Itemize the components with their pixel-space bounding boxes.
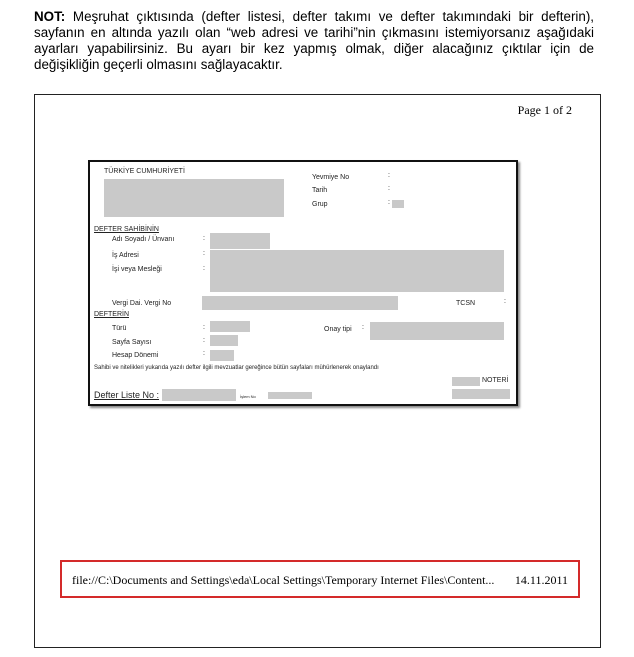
note-text: Meşruhat çıktısında (defter listesi, defter takımı ve defter takımındaki bir defterin), sayfanın en altında yazılı olan “web adresi ve tarihi”nin çıkmasını istemiyorsanız aşağıdaki ayarları yapabilirsiniz. Bu ayarı bir kez yapmış olmak, diğer alacağınız çıktılar için de değişikliğin geçerli olmasını sağlayacaktır. [34,9,594,72]
print-date: 14.11.2011 [514,573,568,587]
owner-section-title: DEFTER SAHİBİNİN [94,226,159,233]
tarih-label: Tarih [312,187,328,194]
page-number: Page 1 of 2 [517,103,572,117]
colon: : [388,199,390,206]
colon: : [203,337,205,344]
colon: : [203,350,205,357]
colon: : [504,298,506,305]
redacted-block [104,179,284,217]
isi-label: İşi veya Mesleği [112,266,162,273]
note-label: NOT: [34,9,66,24]
grup-label: Grup [312,201,328,208]
redacted-field [452,389,510,399]
colon: : [203,265,205,272]
note-paragraph [34,9,594,73]
redacted-field [452,377,480,386]
redacted-field [162,389,236,401]
book-section-title: DEFTERİN [94,311,129,318]
colon: : [203,235,205,242]
approval-statement: Sahibi ve nitelikleri yukarıda yazılı defter ilgili mevzuatlar gereğince bütün sayfaları mühürlenerek onaylandı [94,365,379,371]
onay-label: Onay tipi [324,326,352,333]
redacted-field [392,200,404,208]
redacted-field [210,272,504,292]
redacted-field [210,233,270,249]
sayfa-label: Sayfa Sayısı [112,339,152,346]
colon: : [203,250,205,257]
tcsn-label: TCSN [456,300,476,307]
liste-label: Defter Liste No : [94,390,160,400]
small-label: İşlem No [240,394,256,399]
noter-label: NOTERİ [482,377,509,384]
redacted-field [210,350,234,361]
form-header: TÜRKİYE CUMHURİYETİ [104,168,185,175]
redacted-field [210,321,250,332]
yevmiye-label: Yevmiye No [312,174,350,181]
colon: : [388,172,390,179]
print-preview-page [34,94,601,648]
colon: : [388,185,390,192]
colon: : [203,324,205,331]
highlighted-footer-url [60,560,580,598]
vergi-label: Vergi Dai. Vergi No [112,300,172,307]
file-path: file://C:\Documents and Settings\eda\Local Settings\Temporary Internet Files\Content... [72,573,495,587]
redacted-field [370,322,504,340]
hesap-label: Hesap Dönemi [112,352,159,359]
redacted-field [210,250,504,272]
is-adresi-label: İş Adresi [112,252,139,259]
redacted-field [210,335,238,346]
adi-label: Adı Soyadı / Ünvanı [112,236,175,243]
redacted-field [202,296,398,310]
redacted-field [268,392,312,399]
colon: : [362,324,364,331]
turu-label: Türü [112,325,127,332]
form-screenshot [88,160,518,406]
